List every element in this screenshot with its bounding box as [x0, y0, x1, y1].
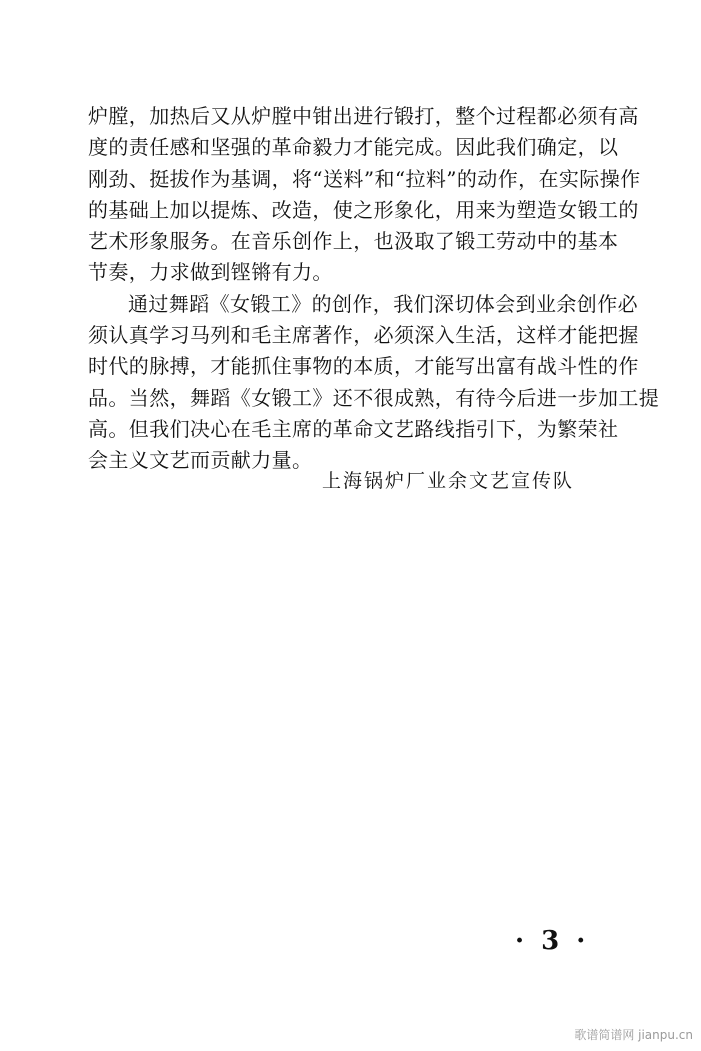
site-watermark: 歌谱简谱网 jianpu.cn [574, 1028, 693, 1042]
text-line: 艺术形象服务。在音乐创作上，也汲取了锻工劳动中的基本 [88, 229, 619, 254]
article-body [88, 101, 660, 477]
paragraph-1 [88, 101, 641, 289]
text-line: 通过舞蹈《女锻工》的创作，我们深切体会到业余创作必 [128, 291, 638, 316]
text-line: 会主义文艺而贡献力量。 [88, 448, 313, 473]
paragraph-2 [88, 289, 660, 477]
page-number: · 3 · [515, 926, 590, 956]
text-line: 刚劲、挺拔作为基调，将“送料”和“拉料”的动作，在实际操作 [88, 166, 641, 191]
author-signature: 上海锅炉厂业余文艺宣传队 [322, 470, 575, 492]
text-line: 度的责任感和坚强的革命毅力才能完成。因此我们确定，以 [88, 135, 619, 160]
text-line: 高。但我们决心在毛主席的革命文艺路线指引下，为繁荣社 [88, 416, 619, 441]
text-line: 的基础上加以提炼、改造，使之形象化，用来为塑造女锻工的 [88, 197, 639, 222]
text-line: 节奏，力求做到铿锵有力。 [88, 260, 333, 285]
text-line: 须认真学习马列和毛主席著作，必须深入生活，这样才能把握 [88, 323, 639, 348]
text-line: 时代的脉搏，才能抓住事物的本质，才能写出富有战斗性的作 [88, 354, 639, 379]
text-line: 品。当然，舞蹈《女锻工》还不很成熟，有待今后进一步加工提 [88, 385, 660, 410]
text-line: 炉膛，加热后又从炉膛中钳出进行锻打，整个过程都必须有高 [88, 104, 639, 128]
